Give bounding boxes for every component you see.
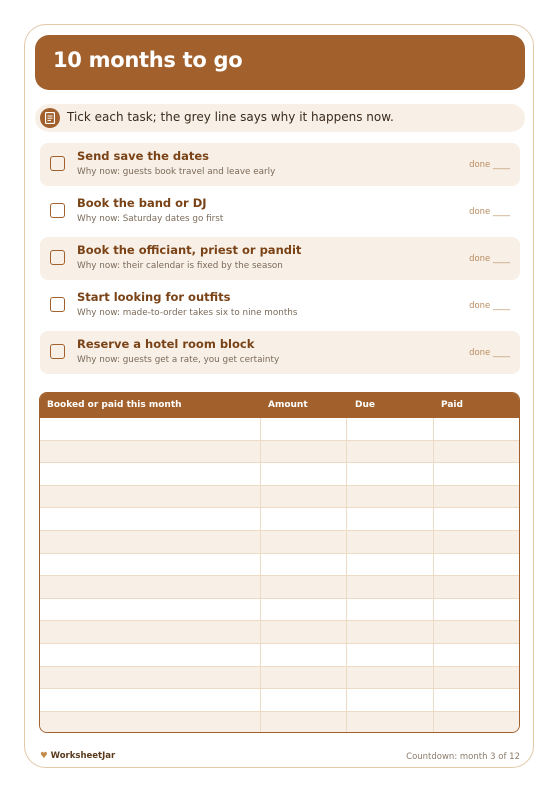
table-row bbox=[40, 712, 519, 733]
table-cell[interactable] bbox=[434, 531, 520, 553]
table-cell[interactable] bbox=[261, 667, 347, 689]
instruction-text: Tick each task; the grey line says why it happens now. bbox=[67, 110, 394, 124]
footer-page-indicator: Countdown: month 3 of 12 bbox=[406, 752, 520, 762]
table-row bbox=[40, 486, 519, 509]
table-row bbox=[40, 621, 519, 644]
task-checkbox[interactable] bbox=[50, 203, 65, 218]
task-done-field: done ____ bbox=[469, 207, 510, 217]
task-reason: Why now: their calendar is fixed by the season bbox=[77, 261, 283, 271]
table-row bbox=[40, 644, 519, 667]
table-cell[interactable] bbox=[261, 531, 347, 553]
table-row bbox=[40, 599, 519, 622]
table-cell[interactable] bbox=[434, 463, 520, 485]
table-cell[interactable] bbox=[261, 554, 347, 576]
table-cell[interactable] bbox=[261, 508, 347, 530]
table-cell[interactable] bbox=[40, 599, 261, 621]
table-cell[interactable] bbox=[347, 486, 434, 508]
table-cell[interactable] bbox=[434, 621, 520, 643]
table-cell[interactable] bbox=[434, 418, 520, 440]
task-reason: Why now: guests get a rate, you get certainty bbox=[77, 355, 280, 365]
table-cell[interactable] bbox=[261, 418, 347, 440]
task-checkbox[interactable] bbox=[50, 156, 65, 171]
task-reason: Why now: guests book travel and leave early bbox=[77, 167, 276, 177]
task-done-field: done ____ bbox=[469, 254, 510, 264]
table-header bbox=[40, 393, 519, 418]
task-reason: Why now: made-to-order takes six to nine months bbox=[77, 308, 298, 318]
table-cell[interactable] bbox=[261, 644, 347, 666]
table-row bbox=[40, 554, 519, 577]
table-cell[interactable] bbox=[347, 441, 434, 463]
task-title: Book the band or DJ bbox=[77, 196, 207, 210]
table-cell[interactable] bbox=[261, 621, 347, 643]
table-row bbox=[40, 418, 519, 441]
table-row bbox=[40, 576, 519, 599]
task-checkbox[interactable] bbox=[50, 297, 65, 312]
table-row bbox=[40, 531, 519, 554]
table-cell[interactable] bbox=[261, 712, 347, 733]
task-item bbox=[40, 331, 520, 374]
table-cell[interactable] bbox=[40, 486, 261, 508]
brand-name: WorksheetJar bbox=[50, 751, 116, 761]
task-reason: Why now: Saturday dates go first bbox=[77, 214, 224, 224]
table-cell[interactable] bbox=[347, 644, 434, 666]
table-row bbox=[40, 689, 519, 712]
table-cell[interactable] bbox=[347, 531, 434, 553]
table-cell[interactable] bbox=[261, 599, 347, 621]
task-done-field: done ____ bbox=[469, 348, 510, 358]
table-cell[interactable] bbox=[40, 418, 261, 440]
task-item bbox=[40, 143, 520, 186]
table-cell[interactable] bbox=[434, 441, 520, 463]
clipboard-icon bbox=[40, 108, 60, 128]
table-cell[interactable] bbox=[40, 554, 261, 576]
table-row bbox=[40, 441, 519, 464]
table-cell[interactable] bbox=[434, 576, 520, 598]
task-title: Start looking for outfits bbox=[77, 290, 231, 304]
table-cell[interactable] bbox=[434, 689, 520, 711]
table-cell[interactable] bbox=[347, 463, 434, 485]
table-cell[interactable] bbox=[40, 531, 261, 553]
table-cell[interactable] bbox=[40, 712, 261, 733]
table-cell[interactable] bbox=[347, 689, 434, 711]
table-cell[interactable] bbox=[347, 554, 434, 576]
column-header-paid: Paid bbox=[441, 400, 463, 410]
table-row bbox=[40, 667, 519, 690]
table-cell[interactable] bbox=[40, 689, 261, 711]
footer-brand bbox=[40, 751, 115, 761]
page-header bbox=[35, 35, 525, 90]
table-body bbox=[40, 418, 519, 733]
table-row bbox=[40, 463, 519, 486]
instruction-banner bbox=[35, 104, 525, 132]
table-cell[interactable] bbox=[434, 712, 520, 733]
task-item bbox=[40, 284, 520, 327]
payments-table bbox=[39, 392, 520, 733]
column-header-due: Due bbox=[355, 400, 375, 410]
table-cell[interactable] bbox=[434, 554, 520, 576]
table-cell[interactable] bbox=[434, 667, 520, 689]
task-checkbox[interactable] bbox=[50, 250, 65, 265]
table-cell[interactable] bbox=[261, 441, 347, 463]
task-title: Reserve a hotel room block bbox=[77, 337, 255, 351]
table-cell[interactable] bbox=[347, 621, 434, 643]
table-cell[interactable] bbox=[40, 463, 261, 485]
table-cell[interactable] bbox=[347, 508, 434, 530]
table-cell[interactable] bbox=[40, 644, 261, 666]
table-cell[interactable] bbox=[40, 667, 261, 689]
column-header-booked: Booked or paid this month bbox=[47, 400, 182, 410]
table-cell[interactable] bbox=[261, 463, 347, 485]
table-cell[interactable] bbox=[434, 644, 520, 666]
page-title: 10 months to go bbox=[53, 48, 243, 72]
task-title: Send save the dates bbox=[77, 149, 210, 163]
table-cell[interactable] bbox=[347, 667, 434, 689]
table-cell[interactable] bbox=[347, 599, 434, 621]
task-done-field: done ____ bbox=[469, 160, 510, 170]
column-header-amount: Amount bbox=[268, 400, 308, 410]
task-title: Book the officiant, priest or pandit bbox=[77, 243, 302, 257]
table-cell[interactable] bbox=[40, 621, 261, 643]
heart-icon: ♥ bbox=[40, 751, 48, 761]
table-cell[interactable] bbox=[434, 486, 520, 508]
table-cell[interactable] bbox=[40, 441, 261, 463]
task-item bbox=[40, 190, 520, 233]
task-done-field: done ____ bbox=[469, 301, 510, 311]
task-checkbox[interactable] bbox=[50, 344, 65, 359]
table-cell[interactable] bbox=[261, 689, 347, 711]
table-cell[interactable] bbox=[261, 576, 347, 598]
table-cell[interactable] bbox=[347, 418, 434, 440]
table-cell[interactable] bbox=[347, 576, 434, 598]
table-cell[interactable] bbox=[261, 486, 347, 508]
table-cell[interactable] bbox=[347, 712, 434, 733]
table-cell[interactable] bbox=[40, 576, 261, 598]
table-row bbox=[40, 508, 519, 531]
table-cell[interactable] bbox=[434, 508, 520, 530]
task-item bbox=[40, 237, 520, 280]
table-cell[interactable] bbox=[434, 599, 520, 621]
table-cell[interactable] bbox=[40, 508, 261, 530]
